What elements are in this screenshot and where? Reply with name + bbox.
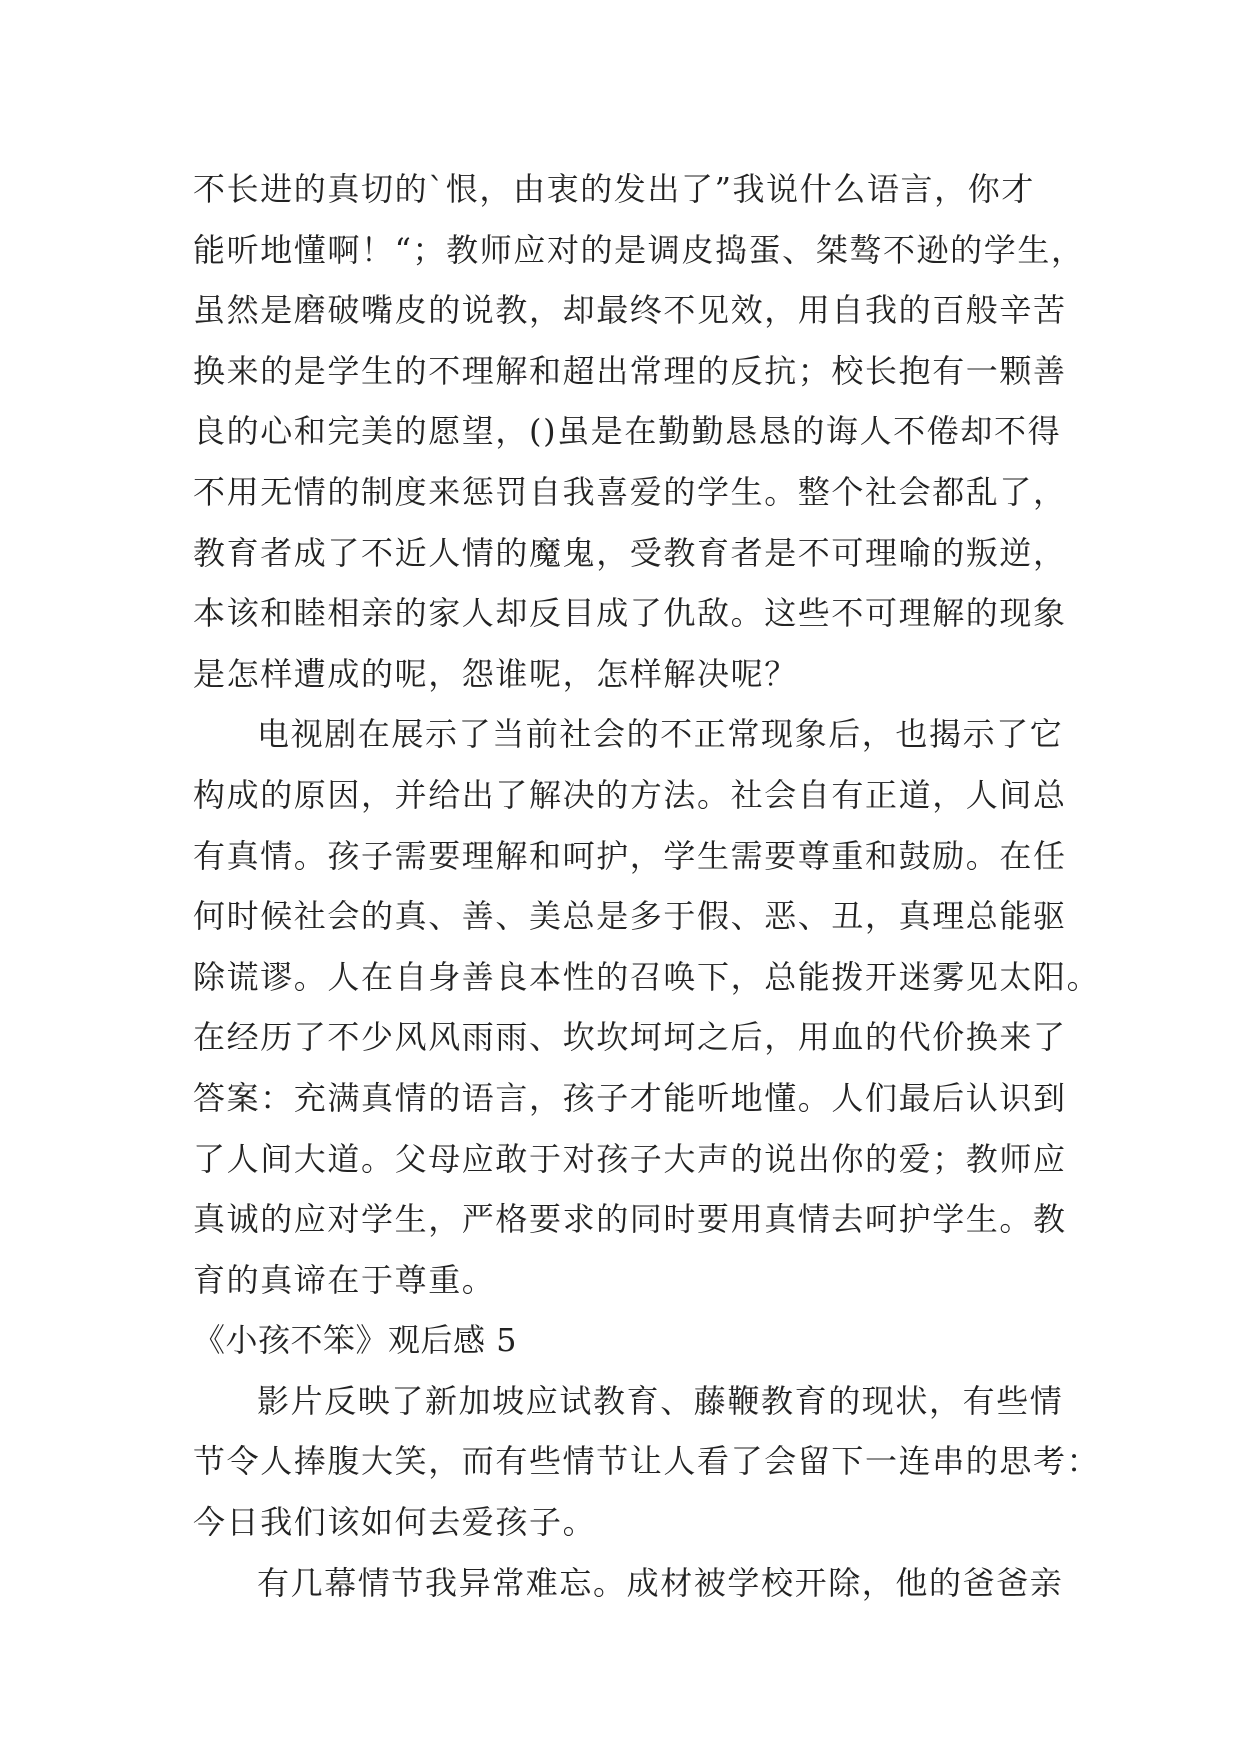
text-line: 育的真谛在于尊重。 bbox=[193, 1260, 496, 1299]
text-line: 是怎样遭成的呢，怨谁呢，怎样解决呢？ bbox=[193, 654, 798, 693]
text-line: 节令人捧腹大笑，而有些情节让人看了会留下一连串的思考： bbox=[193, 1442, 1101, 1481]
text-line: 除谎谬。人在自身善良本性的召唤下，总能拨开迷雾见太阳。 bbox=[193, 957, 1101, 996]
section-heading: 《小孩不笨》观后感 5 bbox=[193, 1321, 518, 1360]
paragraph-start-line: 有几幕情节我异常难忘。成材被学校开除，他的爸爸亲 bbox=[257, 1563, 1064, 1602]
document-body bbox=[193, 159, 1101, 1613]
text-line: 在经历了不少风风雨雨、坎坎坷坷之后，用血的代价换来了 bbox=[193, 1018, 1067, 1057]
text-line: 本该和睦相亲的家人却反目成了仇敌。这些不可理解的现象 bbox=[193, 594, 1067, 633]
text-line: 何时候社会的真、善、美总是多于假、恶、丑，真理总能驱 bbox=[193, 897, 1067, 936]
text-line: 了人间大道。父母应敢于对孩子大声的说出你的爱；教师应 bbox=[193, 1139, 1067, 1178]
text-line: 不用无情的制度来惩罚自我喜爱的学生。整个社会都乱了， bbox=[193, 472, 1067, 511]
text-line: 构成的原因，并给出了解决的方法。社会自有正道，人间总 bbox=[193, 775, 1067, 814]
text-line: 答案：充满真情的语言，孩子才能听地懂。人们最后认识到 bbox=[193, 1078, 1067, 1117]
paragraph-start-line: 电视剧在展示了当前社会的不正常现象后，也揭示了它 bbox=[257, 715, 1064, 754]
text-line: 能听地懂啊！“；教师应对的是调皮捣蛋、桀骜不逊的学生， bbox=[193, 230, 1085, 269]
text-line: 今日我们该如何去爱孩子。 bbox=[193, 1503, 597, 1542]
text-line: 良的心和完美的愿望，()虽是在勤勤恳恳的诲人不倦却不得 bbox=[193, 412, 1062, 451]
text-line: 真诚的应对学生，严格要求的同时要用真情去呵护学生。教 bbox=[193, 1200, 1067, 1239]
text-line: 换来的是学生的不理解和超出常理的反抗；校长抱有一颗善 bbox=[193, 351, 1067, 390]
paragraph-start-line: 影片反映了新加坡应试教育、藤鞭教育的现状，有些情 bbox=[257, 1381, 1064, 1420]
text-line: 不长进的真切的`恨，由衷的发出了”我说什么语言，你才 bbox=[193, 170, 1035, 208]
text-line: 教育者成了不近人情的魔鬼，受教育者是不可理喻的叛逆， bbox=[193, 533, 1067, 572]
text-line: 虽然是磨破嘴皮的说教，却最终不见效，用自我的百般辛苦 bbox=[193, 291, 1067, 330]
text-line: 有真情。孩子需要理解和呵护，学生需要尊重和鼓励。在任 bbox=[193, 836, 1067, 875]
